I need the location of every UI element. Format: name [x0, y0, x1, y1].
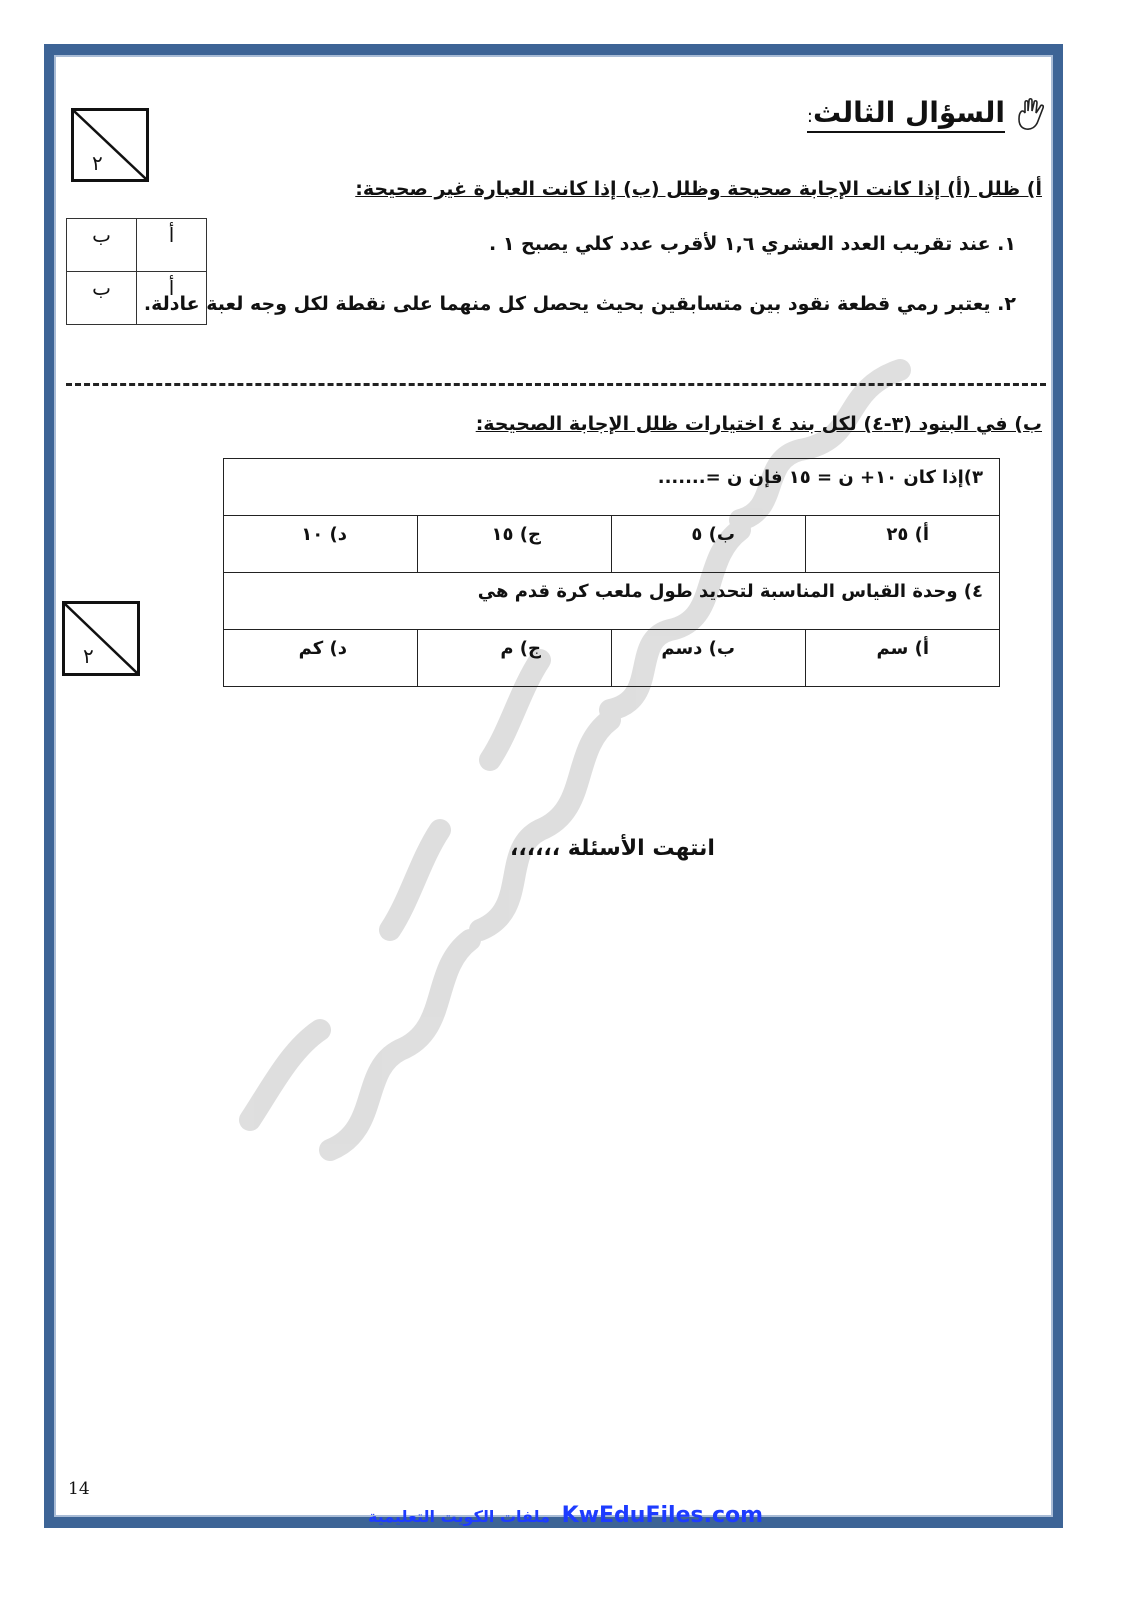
question-title-row	[807, 96, 1051, 133]
mcq-table	[223, 458, 1000, 687]
answer-grid-row	[67, 219, 207, 272]
score-points: ٢	[83, 644, 94, 668]
score-box-part-b	[62, 601, 140, 676]
mcq-question-row	[224, 573, 1000, 630]
mcq-question-4: ٤) وحدة القياس المناسبة لتحديد طول ملعب كرة قدم هي	[224, 573, 1000, 630]
mcq-option[interactable]: د) كم	[224, 630, 418, 687]
footer-arabic: ملفات الكويت التعليمية	[367, 1507, 550, 1526]
score-points: ٢	[92, 151, 103, 175]
footer-watermark	[0, 1503, 1131, 1528]
answer-grid-row	[67, 272, 207, 325]
statement-1: ١. عند تقريب العدد العشري ١,٦ لأقرب عدد كلي يصبح ١ .	[488, 233, 1016, 255]
page-number: 14	[68, 1479, 90, 1499]
mcq-option[interactable]: ج) م	[418, 630, 612, 687]
answer-grid	[66, 218, 207, 325]
mcq-option[interactable]: ب) دسم	[612, 630, 806, 687]
part-b-heading: ب) في البنود (٣-٤) لكل بند ٤ اختيارات ظلل الإجابة الصحيحة:	[475, 413, 1042, 435]
section-divider	[66, 383, 1046, 386]
mcq-question-row	[224, 459, 1000, 516]
score-box-part-a	[71, 108, 149, 182]
mcq-question-3: ٣)إذا كان ١٠+ ن = ١٥ فإن ن =.......	[224, 459, 1000, 516]
question-title: السؤال الثالث:	[807, 96, 1005, 133]
mcq-option[interactable]: أ) ٢٥	[806, 516, 1000, 573]
mcq-option[interactable]: د) ١٠	[224, 516, 418, 573]
end-of-questions: انتهت الأسئلة ،،،،،،	[510, 836, 715, 861]
answer-option-b[interactable]: ب	[67, 219, 137, 272]
mcq-option[interactable]: أ) سم	[806, 630, 1000, 687]
part-a-heading: أ) ظلل (أ) إذا كانت الإجابة صحيحة وظلل (ب) إذا كانت العبارة غير صحيحة:	[355, 178, 1042, 200]
answer-option-a[interactable]: أ	[137, 219, 207, 272]
answer-option-b[interactable]: ب	[67, 272, 137, 325]
mcq-options-row	[224, 516, 1000, 573]
hand-icon	[1013, 97, 1051, 133]
footer-site[interactable]: KwEduFiles.com	[561, 1503, 764, 1528]
statement-2: ٢. يعتبر رمي قطعة نقود بين متسابقين بحيث يحصل كل منهما على نقطة لكل وجه لعبة عادلة.	[143, 293, 1016, 315]
answer-option-a[interactable]: أ	[137, 272, 207, 325]
mcq-option[interactable]: ب) ٥	[612, 516, 806, 573]
mcq-options-row	[224, 630, 1000, 687]
mcq-option[interactable]: ج) ١٥	[418, 516, 612, 573]
